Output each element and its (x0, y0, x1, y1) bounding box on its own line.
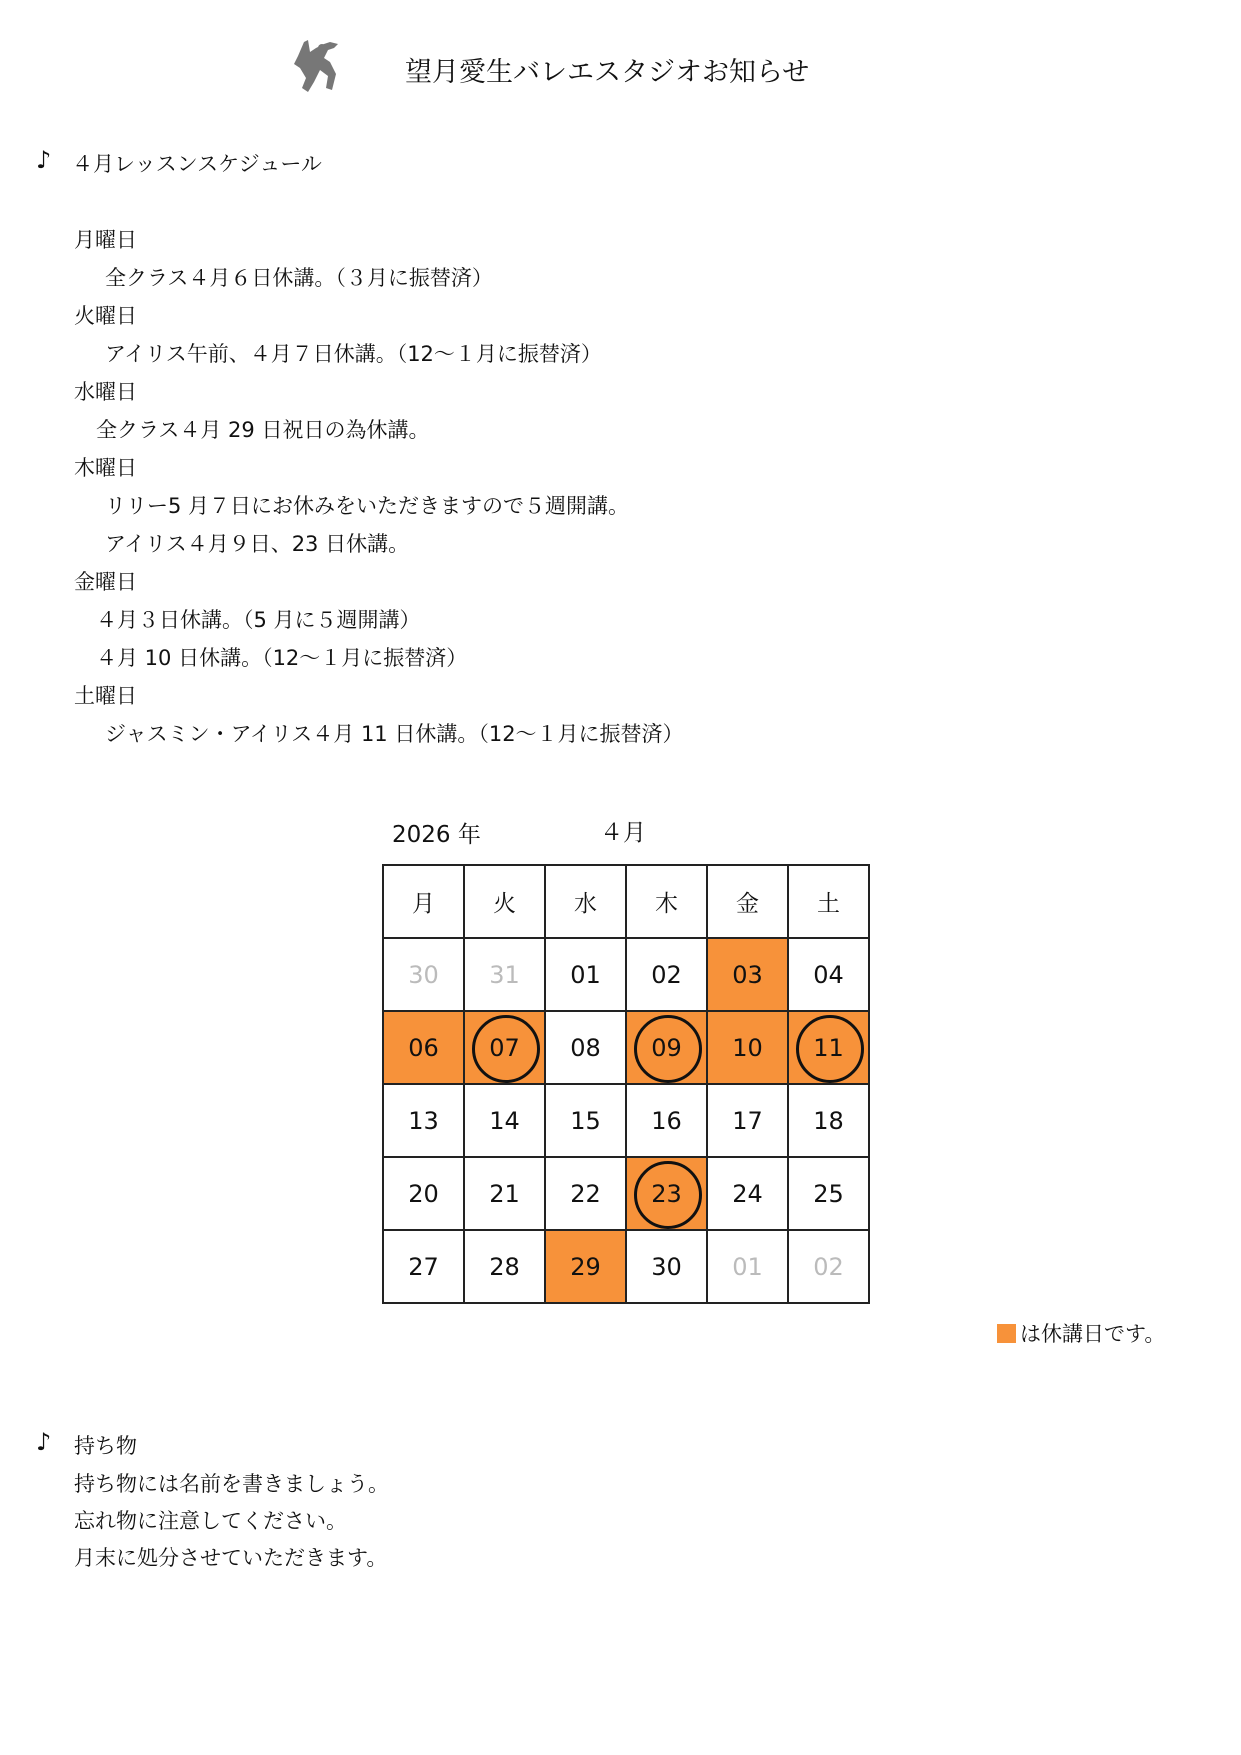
calendar-day-number: 30 (408, 960, 439, 989)
belongings-heading: 持ち物 (74, 1434, 137, 1458)
calendar-month: ４月 (600, 820, 646, 846)
page-title: 望月愛生バレエスタジオお知らせ (405, 57, 810, 88)
calendar-day-number: 11 (813, 1033, 844, 1062)
calendar-day-number: 10 (732, 1033, 763, 1062)
calendar-day-cell (383, 1230, 464, 1303)
calendar-day-cell (383, 1157, 464, 1230)
calendar-day-number: 23 (651, 1179, 682, 1208)
calendar-day-cell (626, 1011, 707, 1084)
day-label-tue: 火曜日 (74, 304, 137, 328)
calendar-week-row (383, 1011, 869, 1084)
note-wed-1: 全クラス４月 29 日祝日の為休講。 (96, 418, 430, 442)
calendar-day-cell (383, 1011, 464, 1084)
calendar-day-cell (545, 1157, 626, 1230)
calendar-day-cell (707, 1230, 788, 1303)
calendar-day-number: 03 (732, 960, 763, 989)
calendar-day-number: 14 (489, 1106, 520, 1135)
calendar-day-cell (383, 1084, 464, 1157)
calendar-week-row (383, 1157, 869, 1230)
music-note-icon: ♪ (36, 146, 52, 174)
calendar-day-number: 04 (813, 960, 844, 989)
calendar-day-cell (464, 1011, 545, 1084)
calendar-day-number: 09 (651, 1033, 682, 1062)
day-label-wed: 水曜日 (74, 380, 137, 404)
calendar-day-cell (788, 1157, 869, 1230)
calendar-day-number: 01 (570, 960, 601, 989)
weekday-sat: 土 (788, 865, 869, 938)
calendar-day-number: 21 (489, 1179, 520, 1208)
calendar-day-number: 06 (408, 1033, 439, 1062)
legend-text: は休講日です。 (1020, 1322, 1166, 1346)
calendar-day-cell (626, 1084, 707, 1157)
note-fri-2: ４月 10 日休講。（12～１月に振替済） (96, 646, 468, 670)
calendar-day-number: 24 (732, 1179, 763, 1208)
calendar-day-number: 02 (651, 960, 682, 989)
calendar-day-number: 07 (489, 1033, 520, 1062)
calendar-day-cell (545, 1084, 626, 1157)
calendar-week-row (383, 938, 869, 1011)
calendar-day-number: 08 (570, 1033, 601, 1062)
note-tue-1: アイリス午前、４月７日休講。（12～１月に振替済） (105, 342, 602, 366)
calendar-day-number: 30 (651, 1252, 682, 1281)
calendar-grid (382, 864, 870, 1304)
belongings-line-2: 忘れ物に注意してください。 (74, 1509, 347, 1533)
weekday-wed: 水 (545, 865, 626, 938)
calendar-day-cell (464, 1230, 545, 1303)
calendar-day-number: 29 (570, 1252, 601, 1281)
calendar-day-number: 15 (570, 1106, 601, 1135)
calendar-day-number: 20 (408, 1179, 439, 1208)
legend-swatch (997, 1324, 1016, 1343)
note-fri-1: ４月３日休講。（5 月に５週開講） (96, 608, 421, 632)
weekday-fri: 金 (707, 865, 788, 938)
belongings-line-3: 月末に処分させていただきます。 (74, 1546, 388, 1570)
belongings-line-1: 持ち物には名前を書きましょう。 (74, 1472, 389, 1496)
note-thu-1: リリー5 月７日にお休みをいただきますので５週開講。 (105, 494, 630, 518)
calendar-day-number: 17 (732, 1106, 763, 1135)
weekday-row (383, 865, 869, 938)
calendar-week-row (383, 1230, 869, 1303)
calendar-day-number: 25 (813, 1179, 844, 1208)
day-label-sat: 土曜日 (74, 684, 137, 708)
calendar-day-cell (707, 1084, 788, 1157)
calendar-day-number: 22 (570, 1179, 601, 1208)
calendar-day-cell (707, 1157, 788, 1230)
legend (997, 1318, 1165, 1348)
calendar-day-cell (788, 1230, 869, 1303)
note-mon-1: 全クラス４月６日休講。（３月に振替済） (105, 266, 493, 290)
day-label-thu: 木曜日 (74, 456, 137, 480)
calendar-day-number: 31 (489, 960, 520, 989)
calendar-day-cell (383, 938, 464, 1011)
schedule-heading: ４月レッスンスケジュール (72, 152, 322, 176)
calendar-day-number: 16 (651, 1106, 682, 1135)
music-note-icon: ♪ (36, 1428, 52, 1456)
calendar-day-cell (464, 938, 545, 1011)
day-label-fri: 金曜日 (74, 570, 137, 594)
calendar-day-cell (788, 1084, 869, 1157)
calendar-day-number: 27 (408, 1252, 439, 1281)
dancer-logo-icon (290, 38, 346, 96)
calendar-week-row (383, 1084, 869, 1157)
calendar-day-number: 28 (489, 1252, 520, 1281)
calendar-day-number: 18 (813, 1106, 844, 1135)
calendar-day-cell (626, 938, 707, 1011)
calendar-year: 2026 年 (392, 822, 481, 848)
calendar-day-number: 01 (732, 1252, 763, 1281)
calendar-day-cell (707, 938, 788, 1011)
calendar-day-cell (707, 1011, 788, 1084)
day-label-mon: 月曜日 (74, 228, 137, 252)
weekday-tue: 火 (464, 865, 545, 938)
note-thu-2: アイリス４月９日、23 日休講。 (105, 532, 410, 556)
calendar-day-number: 13 (408, 1106, 439, 1135)
calendar-day-cell (545, 938, 626, 1011)
weekday-thu: 木 (626, 865, 707, 938)
calendar-day-cell (788, 1011, 869, 1084)
calendar-day-cell (464, 1084, 545, 1157)
calendar-day-cell (788, 938, 869, 1011)
calendar-day-cell (545, 1011, 626, 1084)
note-sat-1: ジャスミン・アイリス４月 11 日休講。（12～１月に振替済） (105, 722, 684, 746)
calendar-day-cell (464, 1157, 545, 1230)
calendar-day-cell (626, 1157, 707, 1230)
calendar-day-cell (626, 1230, 707, 1303)
calendar-day-cell (545, 1230, 626, 1303)
calendar-day-number: 02 (813, 1252, 844, 1281)
weekday-mon: 月 (383, 865, 464, 938)
